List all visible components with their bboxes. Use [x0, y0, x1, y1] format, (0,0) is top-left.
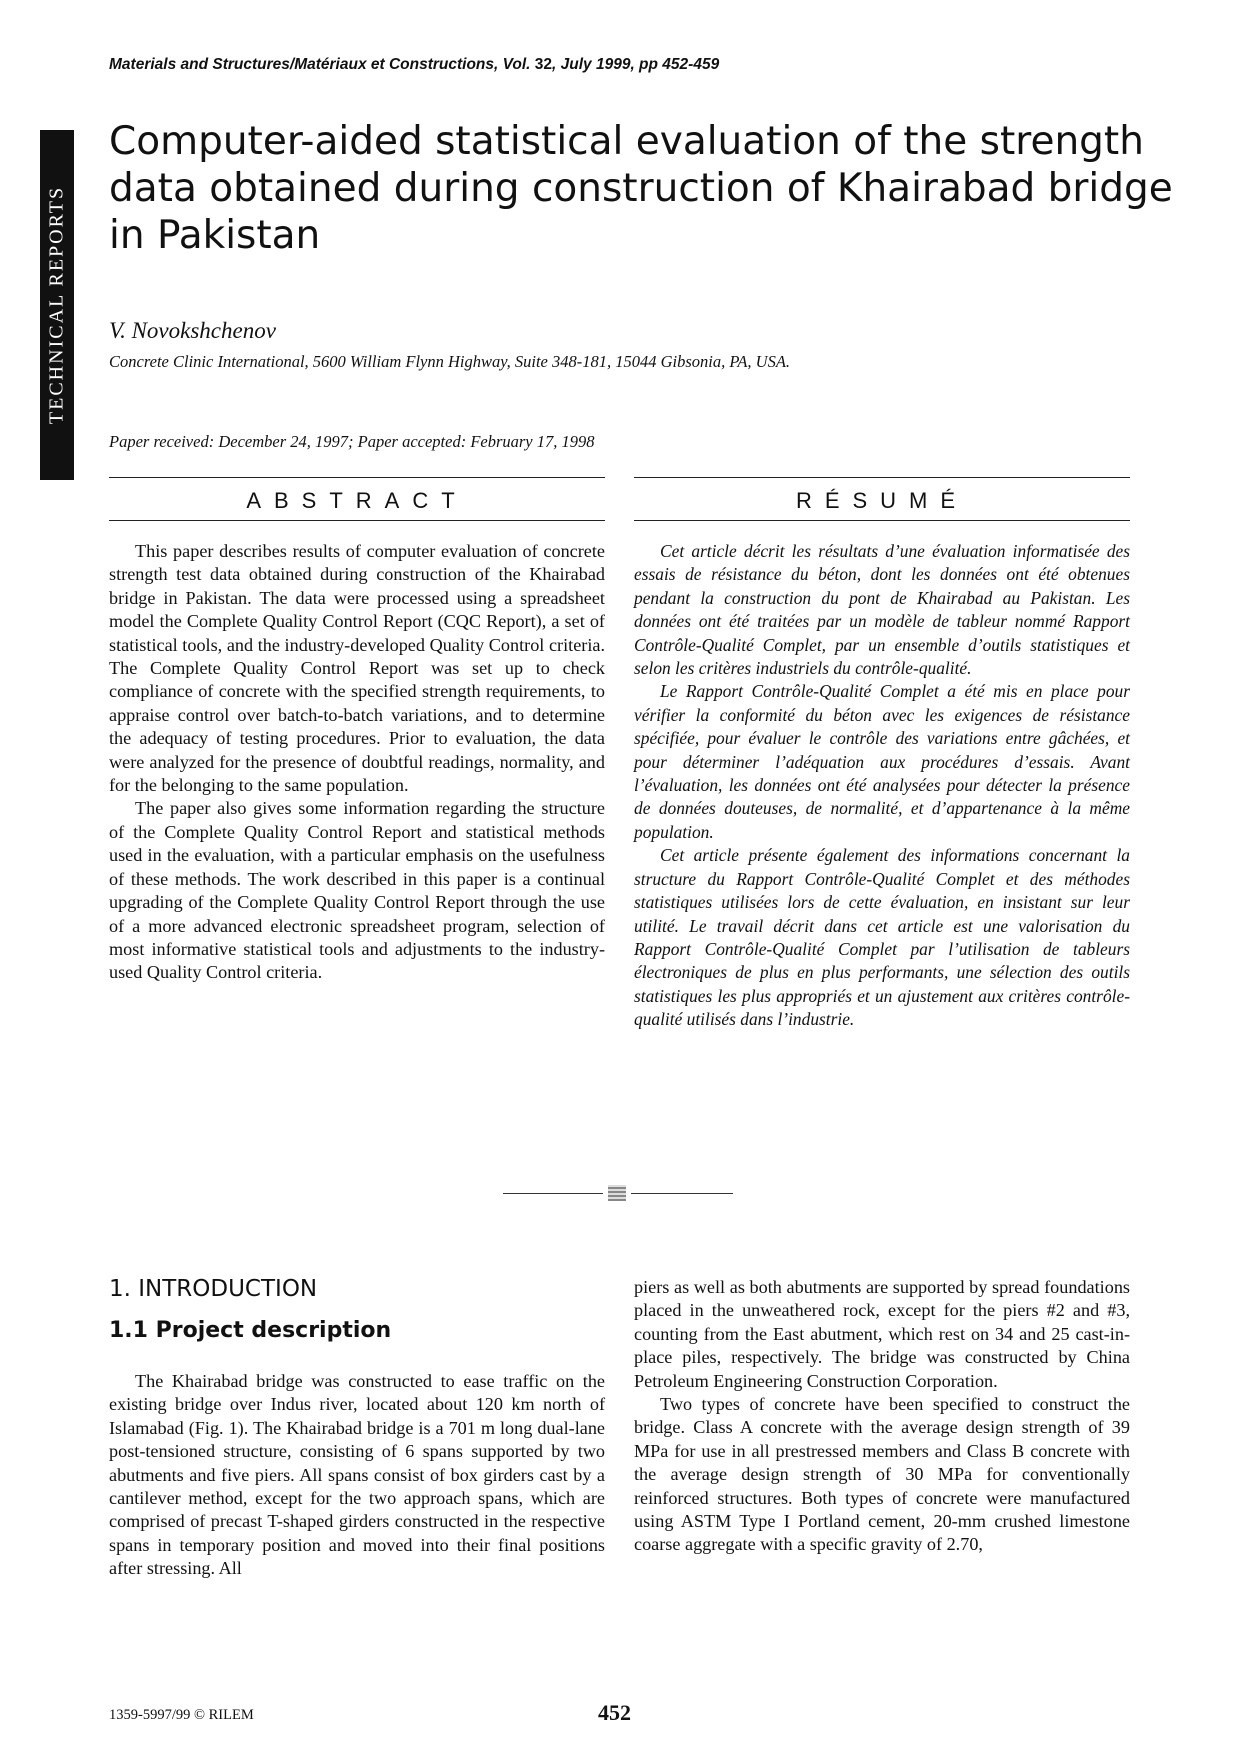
issue-info: , July 1999, pp 452-459 — [552, 56, 720, 73]
journal-header — [109, 56, 719, 74]
body-right-column — [634, 1276, 1130, 1557]
page-number: 452 — [598, 1700, 631, 1725]
abstract-rule-top — [109, 477, 605, 478]
abstract-text — [109, 540, 605, 985]
resume-paragraph: Le Rapport Contrôle-Qualité Complet a été mis en place pour vérifier la conformité du béton avec les exigences de résistance spécifiée, pour évaluer le contrôle des variations entre gâchées, et pour déterminer l’adéquation aux procédures d’essais. Avant l’évaluation, les données ont été analysées pour détecter la présence de données douteuses, de normalité, et d’appartenance à la même population. — [634, 681, 1130, 842]
section-side-tab — [40, 130, 74, 480]
resume-rule-bottom — [634, 520, 1130, 521]
resume-heading: RÉSUMÉ — [795, 488, 969, 513]
section-divider-ornament — [503, 1185, 733, 1201]
paper-dates: Paper received: December 24, 1997; Paper accepted: February 17, 1998 — [109, 432, 595, 451]
body-paragraph: Two types of concrete have been specified to construct the bridge. Class A concrete with the average design strength of 39 MPa for use in all prestressed members and Class B concrete with the average design strength of 30 MPa for conventionally reinforced structures. Both types of concrete were manufactured using ASTM Type I Portland cement, 20-mm crushed limestone coarse aggregate with a specific gravity of 2.70, — [634, 1394, 1130, 1555]
body-paragraph: piers as well as both abutments are supported by spread foundations placed in the unweathered rock, except for the piers #2 and #3, counting from the East abutment, which rest on 34 and 25 cast-in-place piles, respectively. The bridge was constructed by China Petroleum Engineering Construction Corporation. — [634, 1277, 1130, 1391]
issn-copyright: 1359-5997/99 © RILEM — [109, 1707, 254, 1723]
body-left-column — [109, 1370, 605, 1581]
resume-paragraph: Cet article décrit les résultats d’une évaluation informatisée des essais de résistance du béton, dont les données ont été obtenues pendant la construction du pont de Khairabad au Pakistan. Les données ont été traitées par un modèle de tableur nommé Rapport Contrôle-Qualité Complet, par un ensemble d’outils statistiques et selon les critères industriels du contrôle-qualité. — [634, 541, 1130, 679]
journal-name: Materials and Structures/Matériaux et Constructions, Vol. — [109, 56, 535, 73]
volume-number: 32 — [534, 56, 553, 73]
side-tab-label: TECHNICAL REPORTS — [45, 185, 68, 425]
title-line: data obtained during construction of Khairabad bridge — [109, 166, 1173, 211]
author-name: V. Novokshchenov — [109, 318, 276, 343]
title-line: Computer-aided statistical evaluation of the strength — [109, 119, 1144, 164]
body-paragraph: The Khairabad bridge was constructed to ease traffic on the existing bridge over Indus river, located about 120 km north of Islamabad (Fig. 1). The Khairabad bridge is a 701 m long dual-lane post-tensioned structure, consisting of 6 spans supported by two abutments and five piers. All spans consist of box girders cast by a cantilever method, except for the two approach spans, which are comprised of precast T-shaped girders constructed in the respective spans in temporary position and moved into their final positions after stressing. All — [109, 1371, 605, 1579]
ornament-block — [608, 1185, 626, 1201]
abstract-paragraph: This paper describes results of computer evaluation of concrete strength test data obtained during construction of the Khairabad bridge in Pakistan. The data were processed using a spreadsheet model the Complete Quality Control Report (CQC Report), a set of statistical tools, and the industry-developed Quality Control criteria. The Complete Quality Control Report was set up to check compliance of concrete with the specified strength requirements, to appraise control over batch-to-batch variations, and to determine the adequacy of testing procedures. Prior to evaluation, the data were analyzed for the presence of doubtful readings, normality, and for the belonging to the same population. — [109, 541, 605, 796]
abstract-paragraph: The paper also gives some information regarding the structure of the Complete Quality Control Report and statistical methods used in the evaluation, with a particular emphasis on the usefulness of these methods. The work described in this paper is a continual upgrading of the Complete Quality Control Report through the use of a more advanced electronic spreadsheet program, selection of most informative statistical tools and adjustments to the industry-used Quality Control criteria. — [109, 798, 605, 983]
resume-rule-top — [634, 477, 1130, 478]
section-heading: 1. INTRODUCTION — [109, 1276, 318, 1302]
resume-text — [634, 540, 1130, 1032]
ornament-line-right — [631, 1193, 733, 1194]
title-line: in Pakistan — [109, 213, 321, 258]
ornament-line-left — [503, 1193, 603, 1194]
abstract-rule-bottom — [109, 520, 605, 521]
resume-paragraph: Cet article présente également des informations concernant la structure du Rapport Contrôle-Qualité Complet et des méthodes statistiques utilisées lors de cette évaluation, en insistant sur leur utilité. Le travail décrit dans cet article est une valorisation du Rapport Contrôle-Qualité Complet par l’utilisation de tableurs électroniques de plus en plus performants, une sélection des outils statistiques les plus appropriés et un ajustement aux critères contrôle-qualité utilisés dans l’industrie. — [634, 845, 1130, 1030]
subsection-heading: 1.1 Project description — [109, 1318, 392, 1343]
paper-title — [109, 118, 1173, 259]
abstract-heading: ABSTRACT — [246, 488, 468, 513]
author-affiliation: Concrete Clinic International, 5600 William Flynn Highway, Suite 348-181, 15044 Gibsonia, PA, USA. — [109, 352, 791, 371]
